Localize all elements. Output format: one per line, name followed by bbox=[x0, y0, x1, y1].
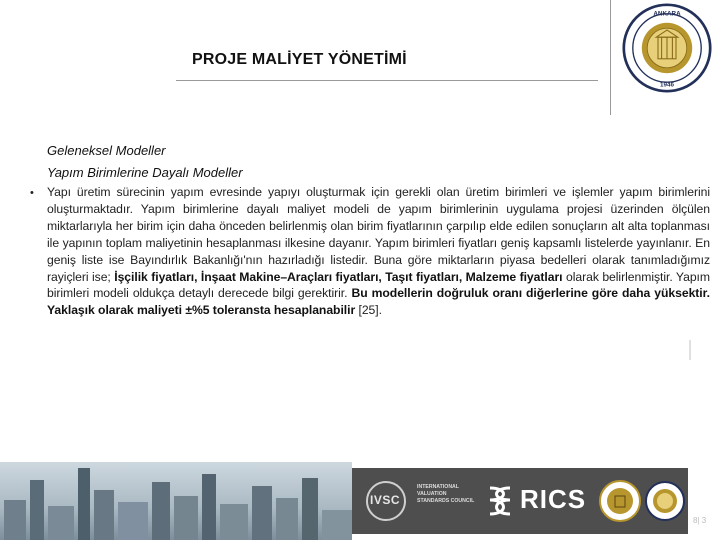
bullet-marker: • bbox=[30, 187, 34, 199]
subheading-traditional-models: Geleneksel Modeller bbox=[47, 143, 166, 158]
rics-knot-icon bbox=[482, 482, 518, 520]
city-skyline-image bbox=[0, 462, 352, 540]
page-title: PROJE MALİYET YÖNETİMİ bbox=[192, 51, 407, 68]
ivsc-logo-text: IVSC bbox=[370, 493, 401, 507]
ivsc-logo-subtitle: INTERNATIONAL VALUATION STANDARDS COUNCIL bbox=[417, 484, 475, 504]
svg-text:ANKARA: ANKARA bbox=[653, 10, 681, 18]
page-number: 8| 3 bbox=[693, 516, 707, 525]
rics-logo-text: RICS bbox=[520, 484, 587, 514]
paragraph-text-3: [25]. bbox=[355, 303, 382, 318]
header-vertical-divider bbox=[610, 0, 611, 115]
footer-banner bbox=[0, 462, 720, 540]
side-marker bbox=[689, 340, 691, 360]
subheading-unit-based-models: Yapım Birimlerine Dayalı Modeller bbox=[47, 165, 243, 180]
university-seal-small-logo bbox=[644, 470, 686, 532]
partner-logos-strip bbox=[352, 468, 688, 534]
paragraph-text-2: olarak belirlenmiştir. Yapım birimleri modeli oldukça detaylı derecede bilgi gerektirir. bbox=[47, 269, 710, 301]
title-underline bbox=[176, 80, 598, 81]
faculty-seal-logo bbox=[598, 470, 642, 532]
paragraph-text-1: Yapı üretim sürecinin yapım evresinde yapıyı oluşturmak için gerekli olan üretim birimleri ve işlemler yapım birimlerini oluşturmaktadır. Yapım birimlerine dayalı maliyet modeli de yapım birimlerinin uygulama projesi üzerinden ölçülen miktarlarıyla her birim için daha önceden belirlenmiş olan birim fiyatlarının çarpılıp elde edilen sonuçların alt alta toplanması ile yapının toplam maliyetinin hesaplanması ilkesine dayanır. Yapım birimleri fiyatları geniş kapsamlı listelerde yayınlanır. En geniş liste ise Bayındırlık Bakanlığı'nın hazırladığı listedir. Buna göre miktarların piyasa bedelleri olarak tanımladığımız rayiçleri ise; bbox=[47, 185, 710, 284]
paragraph-bold-2: Bu modellerin doğruluk oranı diğerlerine göre daha yüksektir. Yaklaşık olarak maliyeti ±%5 toleransta hesaplanabilir bbox=[47, 286, 710, 318]
svg-text:1946: 1946 bbox=[659, 81, 675, 89]
body-paragraph bbox=[47, 184, 710, 319]
paragraph-bold-1: İşçilik fiyatları, İnşaat Makine–Araçları fiyatları, Taşıt fiyatları, Malzeme fiyatları bbox=[114, 269, 563, 284]
university-seal-logo bbox=[622, 3, 712, 93]
